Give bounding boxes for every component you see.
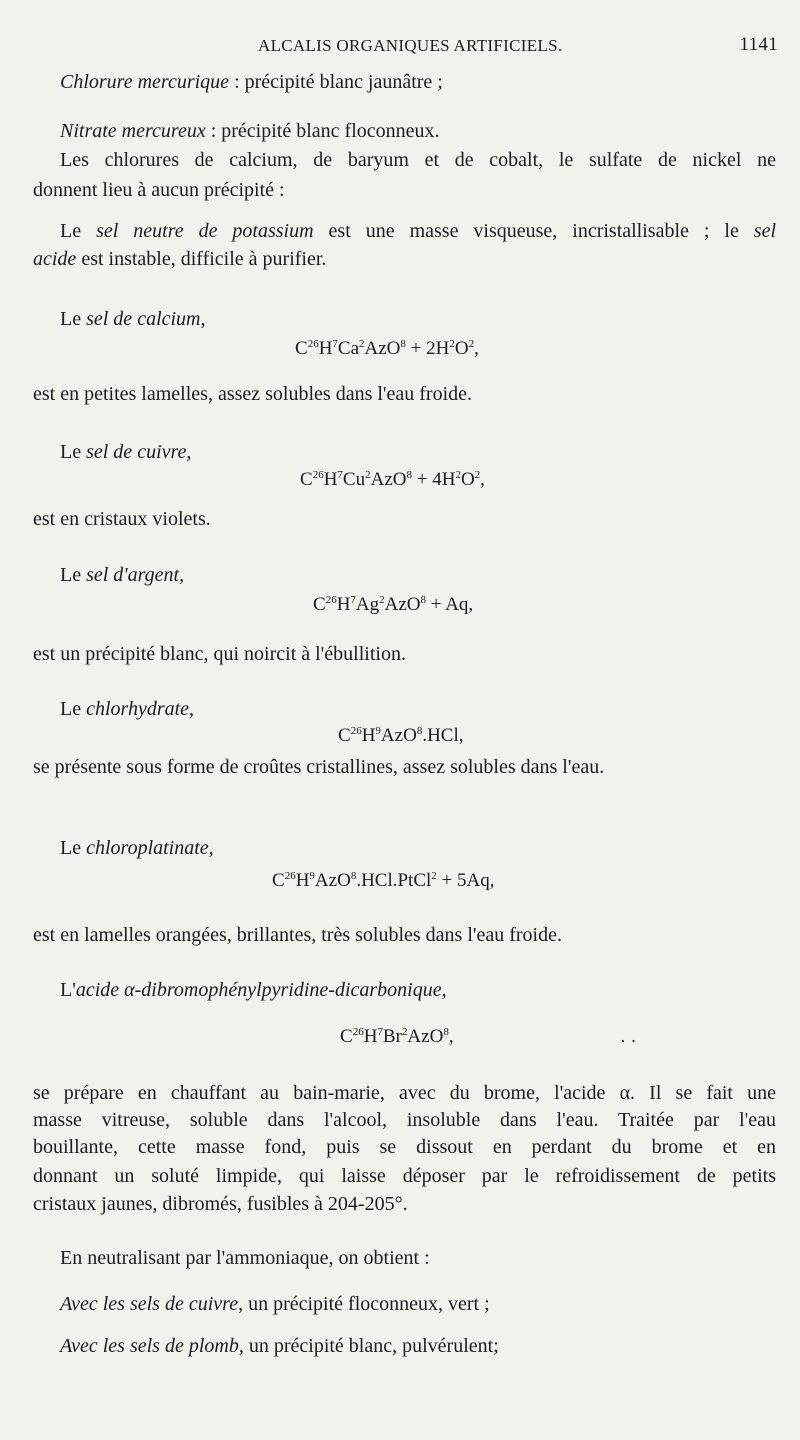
formula-part: H <box>336 594 351 615</box>
term-italic: sel <box>753 220 777 242</box>
formula-part: H <box>318 338 333 359</box>
term-italic: chloroplatinate, <box>86 837 214 859</box>
reagent-name: Chlorure mercurique <box>60 71 230 93</box>
entry-heading <box>60 977 447 1003</box>
paragraph-line <box>33 246 326 272</box>
text-run: Le <box>60 564 87 586</box>
formula-part: C <box>272 870 285 891</box>
formula-sup: 7 <box>337 469 343 481</box>
line-nitrate-mercureux <box>60 118 440 144</box>
text-run: Le <box>60 837 87 859</box>
paragraph-line: est en cristaux violets. <box>33 508 211 530</box>
formula-part: .HCl, <box>422 725 464 746</box>
line-lead-salts <box>60 1333 499 1359</box>
stray-dots: · · <box>620 1031 637 1051</box>
formula-sup: 8 <box>443 1026 449 1038</box>
formula-sup: 2 <box>359 338 365 350</box>
formula-sup: 26 <box>284 870 296 882</box>
formula-sup: 2 <box>474 469 481 481</box>
formula-dibromo-acid <box>340 1026 454 1048</box>
formula-part: AzO <box>364 338 401 359</box>
text-run: Le <box>60 441 87 463</box>
formula-part: C <box>295 338 308 359</box>
formula-sup: 8 <box>350 870 357 882</box>
page-number: 1141 <box>739 34 778 55</box>
line-chlorure-mercurique <box>60 69 443 95</box>
formula-sup: 2 <box>379 594 385 606</box>
formula-part: AzO <box>384 594 421 615</box>
formula-sup: 2 <box>468 338 475 350</box>
formula-part: H <box>363 1026 378 1047</box>
paragraph-line: est en lamelles orangées, brillantes, très solubles dans l'eau froide. <box>33 924 562 946</box>
formula-part: AzO <box>314 870 351 891</box>
paragraph-line: est un précipité blanc, qui noircit à l'ébullition. <box>33 643 406 665</box>
formula-sup: 2 <box>401 1026 408 1038</box>
term-italic: sel de calcium, <box>86 308 206 330</box>
paragraph-line: bouillante, cette masse fond, puis se dissout en perdant du brome et en <box>33 1136 776 1158</box>
formula-part: , <box>448 1026 454 1047</box>
term-italic: sel de cuivre, <box>86 441 192 463</box>
formula-part: + Aq, <box>426 594 474 615</box>
page-header <box>0 34 800 58</box>
term-italic: acide α-dibromophénylpyridine-dicarbonique, <box>75 979 447 1001</box>
text-run: est instable, difficile à purifier. <box>76 248 327 270</box>
formula-sup: 2 <box>431 870 437 882</box>
formula-hydrochloride <box>338 725 464 747</box>
paragraph-line: est en petites lamelles, assez solubles dans l'eau froide. <box>33 383 473 405</box>
formula-part: + 5Aq, <box>436 870 495 891</box>
paragraph-line: se prépare en chauffant au bain-marie, avec du brome, l'acide α. Il se fait une <box>33 1082 776 1104</box>
formula-part: AzO <box>380 725 417 746</box>
formula-sup: 8 <box>400 338 406 350</box>
reagent-result: un précipité blanc, pulvérulent; <box>243 1335 499 1357</box>
formula-part: Ag <box>355 594 380 615</box>
formula-sup: 26 <box>350 725 362 737</box>
formula-part: C <box>338 725 351 746</box>
formula-part: Cu <box>342 469 366 490</box>
formula-part: O <box>454 338 469 359</box>
formula-part: Br <box>382 1026 402 1047</box>
formula-part: H <box>323 469 338 490</box>
term-italic: sel neutre de potassium <box>96 220 314 242</box>
formula-part: O <box>460 469 475 490</box>
formula-sup: 2 <box>365 469 371 481</box>
entry-heading <box>60 306 206 332</box>
text-run: L' <box>60 979 76 1001</box>
term-italic: sel d'argent, <box>86 564 185 586</box>
paragraph-line: donnant un soluté limpide, qui laisse déposer par le refroidissement de petits <box>33 1165 776 1187</box>
reagent-name: Nitrate mercureux <box>60 120 206 142</box>
paragraph-line: cristaux jaunes, dibromés, fusibles à 204-205°. <box>33 1193 408 1215</box>
text-run: Le <box>60 220 97 242</box>
reagent-result: un précipité floconneux, vert ; <box>243 1293 490 1315</box>
formula-calcium-salt <box>295 338 479 360</box>
reagent-result: : précipité blanc floconneux. <box>205 120 440 142</box>
formula-chloroplatinate <box>272 870 494 892</box>
formula-part: , <box>480 469 485 490</box>
formula-part: + 2H <box>405 338 450 359</box>
formula-sup: 26 <box>352 1026 364 1038</box>
paragraph-line: se présente sous forme de croûtes cristallines, assez solubles dans l'eau. <box>33 756 605 778</box>
entry-heading <box>60 835 214 861</box>
formula-part: C <box>300 469 313 490</box>
paragraph-line <box>60 218 776 244</box>
reagent-name: Avec les sels de plomb, <box>60 1335 244 1357</box>
formula-sup: 26 <box>307 338 319 350</box>
reagent-name: Avec les sels de cuivre, <box>60 1293 244 1315</box>
formula-part: AzO <box>407 1026 444 1047</box>
entry-heading <box>60 562 184 588</box>
formula-part: C <box>340 1026 353 1047</box>
formula-sup: 9 <box>309 870 315 882</box>
formula-sup: 2 <box>455 469 461 481</box>
running-title: ALCALIS ORGANIQUES ARTIFICIELS. <box>258 36 563 55</box>
formula-part: H <box>295 870 310 891</box>
text-run: Le <box>60 308 87 330</box>
paragraph-line: En neutralisant par l'ammoniaque, on obtient : <box>60 1247 430 1269</box>
formula-part: Ca <box>337 338 360 359</box>
reagent-result: : précipité blanc jaunâtre ; <box>229 71 443 93</box>
text-run: Le <box>60 698 87 720</box>
formula-part: , <box>474 338 479 359</box>
formula-part: H <box>361 725 376 746</box>
formula-sup: 7 <box>350 594 356 606</box>
entry-heading <box>60 696 194 722</box>
term-italic: acide <box>33 248 77 270</box>
formula-sup: 8 <box>406 469 412 481</box>
paragraph-line: donnent lieu à aucun précipité : <box>33 179 285 201</box>
formula-sup: 26 <box>312 469 324 481</box>
formula-sup: 2 <box>449 338 455 350</box>
text-run: est une masse visqueuse, incristallisable ; le <box>313 220 754 242</box>
formula-sup: 8 <box>420 594 427 606</box>
term-italic: chlorhydrate, <box>86 698 195 720</box>
formula-sup: 8 <box>416 725 423 737</box>
entry-heading <box>60 439 191 465</box>
formula-part: + 4H <box>412 469 456 490</box>
formula-part: AzO <box>370 469 407 490</box>
formula-silver-salt <box>313 594 473 616</box>
formula-copper-salt <box>300 469 485 491</box>
formula-part: .HCl.PtCl <box>356 870 432 891</box>
formula-sup: 7 <box>332 338 338 350</box>
formula-sup: 9 <box>375 725 381 737</box>
formula-sup: 7 <box>377 1026 383 1038</box>
paragraph-line: masse vitreuse, soluble dans l'alcool, insoluble dans l'eau. Traitée par l'eau <box>33 1109 776 1131</box>
paragraph-line: Les chlorures de calcium, de baryum et de cobalt, le sulfate de nickel ne <box>60 149 776 171</box>
line-copper-salts <box>60 1291 490 1317</box>
formula-part: C <box>313 594 326 615</box>
formula-sup: 26 <box>325 594 337 606</box>
